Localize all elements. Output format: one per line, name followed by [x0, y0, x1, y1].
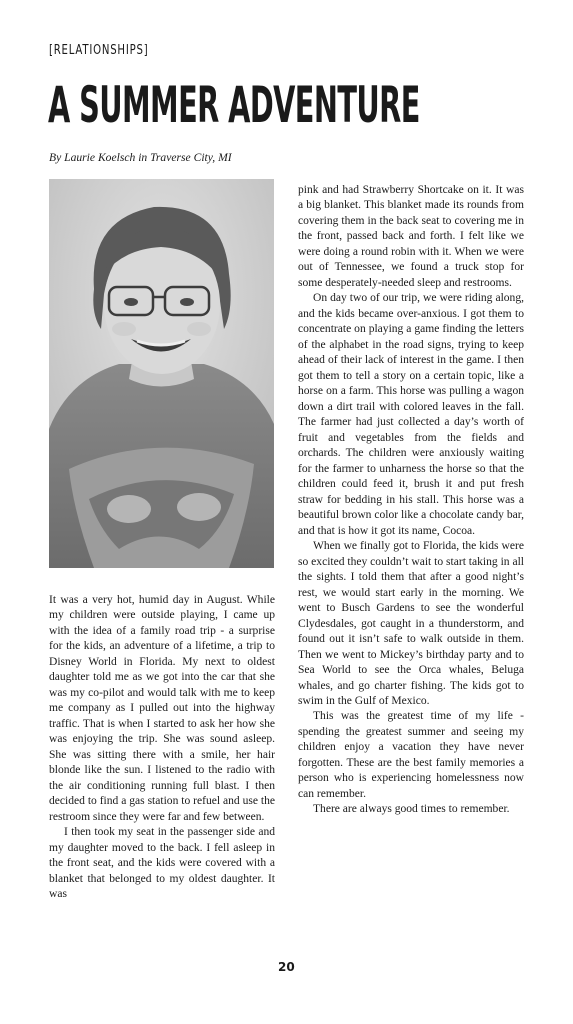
section-label: [RELATIONSHIPS] — [49, 43, 149, 58]
byline: By Laurie Koelsch in Traverse City, MI — [49, 151, 232, 164]
paragraph: I then took my seat in the passenger side and my daughter moved to the back. I fell asleep in the front seat, and the kids were covered with a blanket that belonged to my oldest daughter. It was — [49, 826, 275, 901]
paragraph: When we finally got to Florida, the kids were so excited they couldn’t wait to start taking in all the sights. I told them that after a good night’s rest, we would start early in the morning. We went to Busch Gardens to see the wonderful Clydesdales, got caught in a thunderstorm, and found out it isn’t safe to walk outside in them. Then we went to Mickey’s birthday party and to Sea World to see the Orca whales, Beluga whales, and go charter fishing. The kids got to swim in the Gulf of Mexico. — [298, 540, 524, 707]
paragraph: pink and had Strawberry Shortcake on it. It was a big blanket. This blanket made its rounds from covering them in the back seat to covering me in the front, passed back and forth. I felt like we were doing a round robin with it. When we were out of Tennessee, we found a truck stop for some desperately-needed sleep and restrooms. — [298, 184, 524, 289]
article-column-left — [49, 593, 275, 903]
author-photo — [49, 179, 274, 568]
paragraph: This was the greatest time of my life - spending the greatest summer and seeing my children enjoy a vacation they have never forgotten. These are the best family memories a person who is experiencing homelessness now can remember. — [298, 710, 524, 800]
paragraph: On day two of our trip, we were riding along, and the kids became over-anxious. I got them to concentrate on playing a game finding the letters of the alphabet in the road signs, trying to keep ahead of their lack of interest in the game. I then got them to tell a story on a certain topic, like a horse on a farm. This horse was pulling a wagon down a dirt trail with colored leaves in the fall. The farmer had just collected a day’s worth of fruit and vegetables from the fields and orchards. The children were anxiously waiting for the farmer to unharness the horse so that the children could feed it, brush it and put fresh straw for bedding in his stall. This horse was a beautiful brown color like a chocolate candy bar, and that is how it got its name, Cocoa. — [298, 292, 524, 537]
paragraph: It was a very hot, humid day in August. While my children were outside playing, I came up with the idea of a family road trip - a surprise for the kids, an adventure of a lifetime, a trip to Disney World in Florida. My next to oldest daughter told me as we got into the car that she was my co-pilot and would talk with me to keep me company as I pulled out into the highway traffic. That is when I started to ask her how she was enjoying the trip. She was sound asleep. She was sitting there with a smile, her hair blonde like the sun. I listened to the radio with the air conditioning running full blast. I then decided to find a gas station to refuel and use the restroom since they were far and few between. — [49, 594, 275, 823]
paragraph: There are always good times to remember. — [313, 803, 510, 816]
article-column-right — [298, 183, 524, 818]
article-title: A SUMMER ADVENTURE — [48, 76, 420, 134]
page-number: 20 — [278, 960, 295, 974]
